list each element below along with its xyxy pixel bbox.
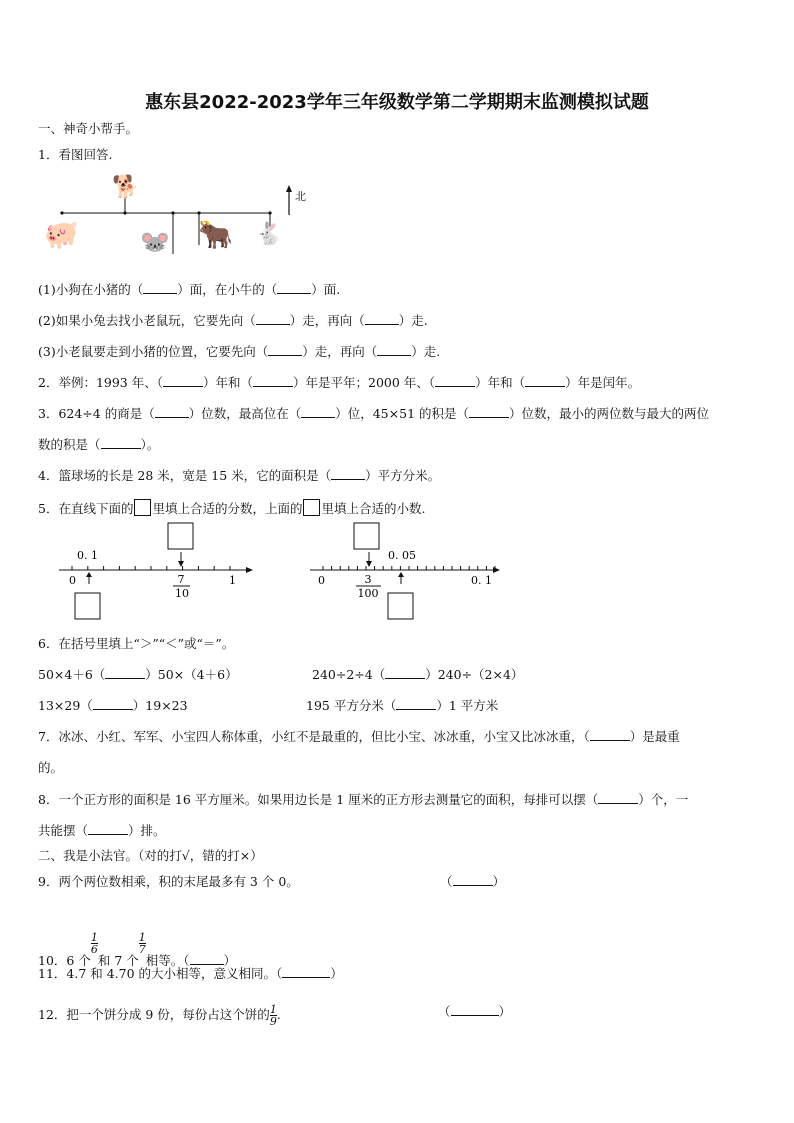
answer-box-icon: [134, 499, 151, 516]
q7-line1: 7．冰冰、小红、军军、小宝四人称体重，小红不是最重的，但比小宝、冰冰重，小宝又比冰冰重，（ ）是最重: [38, 729, 680, 744]
nl2-zero: 0: [318, 574, 325, 587]
q12-answer: （ ）: [438, 1004, 512, 1019]
q7-line2: 的。: [38, 760, 64, 775]
answer-box-icon: [303, 499, 320, 516]
ticks: [323, 566, 495, 570]
q8-line2: 共能摆（ ）排。: [38, 823, 166, 838]
nl1-top-label: 0. 1: [77, 549, 98, 562]
q10-num2: 1: [138, 931, 146, 944]
q2: 2．举例：1993 年、（ ）年和（ ）年是平年；2000 年、（ ）年和（ ）年是闰年。: [38, 375, 641, 390]
q12-den: 9: [269, 1015, 277, 1028]
nl2-frac-den: 100: [357, 587, 379, 600]
q6-d: 195 平方分米（ ）1 平方米: [306, 698, 499, 713]
ox-icon: 🐂: [198, 218, 233, 251]
section-2-heading: 二、我是小法官。（对的打√，错的打×）: [38, 848, 263, 863]
q9-answer: （ ）: [440, 874, 506, 889]
q10: 10．6 个 $\frac{1}{6}$ 和 7 个 $\frac{1}{7}$ 相等。（ ）: [38, 931, 237, 968]
q11: 11．4.7 和 4.70 的大小相等，意义相同。（ ）: [38, 966, 343, 981]
q12: 12．把一个饼分成 9 份，每份占这个饼的 $\frac{1}{9}$ .: [38, 1003, 281, 1028]
q3-line1: 3．624÷4 的商是（ ）位数，最高位在（ ）位，45×51 的积是（ ）位数，最小的两位数与最大的两位: [38, 406, 710, 421]
north-label: 北: [295, 190, 306, 203]
nl1-frac-den: 10: [175, 587, 189, 600]
q1-part3: (3)小老鼠要走到小猪的位置，它要先向（ ）走，再向（ ）走.: [38, 344, 441, 359]
q10-den2: 7: [138, 943, 146, 956]
section-1-heading: 一、神奇小帮手。: [38, 121, 139, 136]
q10-num1: 1: [90, 931, 98, 944]
q1-figure: [36, 170, 326, 270]
nl1-zero: 0: [69, 574, 76, 587]
pig-icon: 🐖: [44, 218, 79, 251]
q9: 9．两个两位数相乘，积的末尾最多有 3 个 0。: [38, 874, 299, 889]
page-title: 惠东县2022-2023学年三年级数学第二学期期末监测模拟试题: [145, 92, 649, 113]
q6-c: 13×29（ ）19×23: [38, 698, 188, 713]
q6-b: 240÷2÷4（ ）240÷（2×4）: [312, 667, 524, 682]
q1-part1: (1)小狗在小猪的（ ）面，在小牛的（ ）面.: [38, 282, 341, 297]
q6-a: 50×4＋6（ ）50×（4＋6）: [38, 667, 238, 682]
q1-stem: 1．看图回答.: [38, 147, 113, 162]
q3-line2: 数的积是（ ）。: [38, 437, 160, 452]
q5-stem: 5．在直线下面的 里填上合适的分数，上面的 里填上合适的小数.: [38, 501, 426, 516]
mouse-icon: 🐭: [140, 228, 170, 256]
q10-den1: 6: [90, 943, 98, 956]
q4: 4．篮球场的长是 28 米，宽是 15 米，它的面积是（ ）平方分米。: [38, 468, 441, 483]
ticks: [72, 566, 230, 570]
nl2-end: 0. 1: [471, 574, 492, 587]
nl2-frac-num: 3: [364, 573, 372, 586]
rabbit-icon: 🐇: [255, 222, 283, 247]
q12-num: 1: [269, 1003, 277, 1016]
q6-stem: 6．在括号里填上“＞”“＜”或“＝”。: [38, 636, 235, 651]
number-line-1: [54, 522, 259, 622]
q8-line1: 8．一个正方形的面积是 16 平方厘米。如果用边长是 1 厘米的正方形去测量它的面积，每排可以摆（ ）个，一: [38, 792, 689, 807]
dog-icon: 🐕: [112, 175, 140, 200]
number-line-2: [308, 522, 513, 622]
q1-part2: (2)如果小兔去找小老鼠玩，它要先向（ ）走，再向（ ）走.: [38, 313, 428, 328]
nl1-frac-num: 7: [177, 573, 185, 586]
nl1-one: 1: [229, 574, 236, 587]
nl2-top-label: 0. 05: [388, 549, 416, 562]
